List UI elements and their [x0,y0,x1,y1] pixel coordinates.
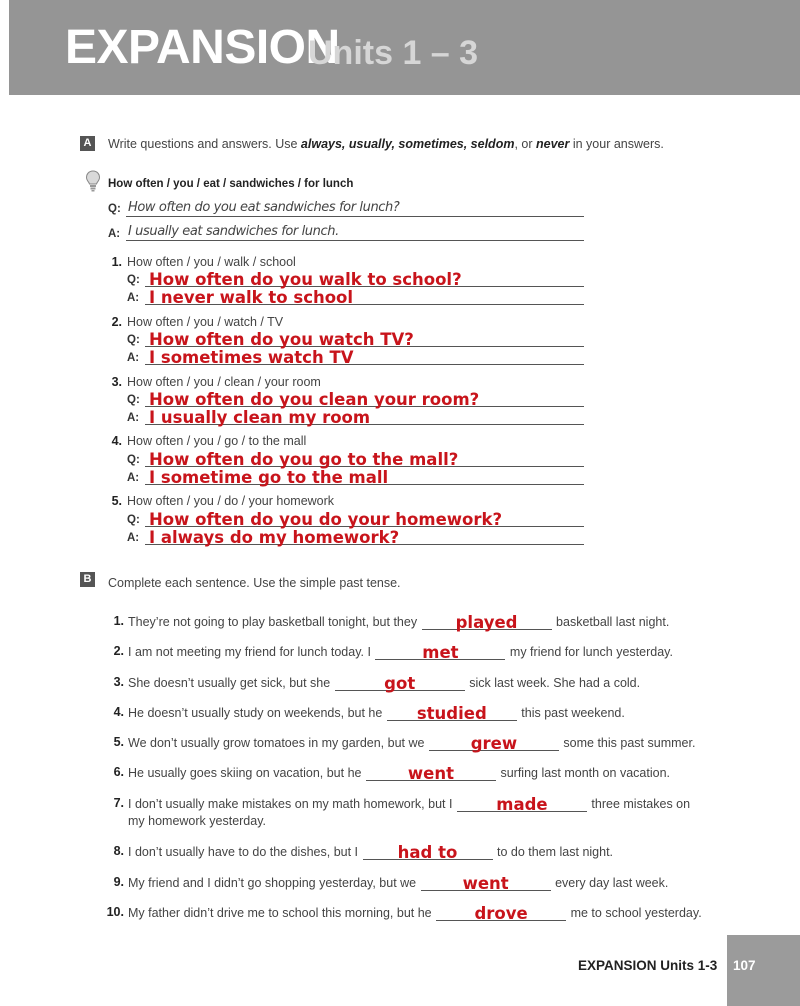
a-label: A: [127,352,140,364]
example-question-line [126,198,584,217]
question-line[interactable] [145,268,584,287]
item-number: 5. [111,494,122,508]
example-prompt: How often / you / eat / sandwiches / for lunch [108,178,354,190]
question-answer-text: How often do you go to the mall? [149,450,459,469]
blank-answer: made [496,795,548,814]
answer-line[interactable] [145,526,584,545]
answer-blank[interactable] [429,734,559,751]
answer-text: I never walk to school [149,288,354,307]
item-number: 2. [111,315,122,329]
q-label: Q: [127,334,140,346]
sentence-row: 6. He usually goes skiing on vacation, but he went surfing last month on vacation. [113,764,670,783]
lightbulb-icon [85,170,101,192]
question-answer-text: How often do you clean your room? [149,390,480,409]
blank-answer: got [384,674,416,693]
question-line[interactable] [145,508,584,527]
answer-blank[interactable] [422,613,552,630]
sentence-row: 1. They’re not going to play basketball tonight, but they played basketball last night. [113,613,670,632]
answer-text: I always do my homework? [149,528,400,547]
answer-blank[interactable] [436,904,566,921]
item-number: 3. [111,375,122,389]
blank-answer: studied [416,704,487,723]
example-answer: I usually eat sandwiches for lunch. [128,224,339,239]
blank-answer: drove [474,904,528,923]
question-answer-text: How often do you do your homework? [149,510,503,529]
sentence-row: 8. I don’t usually have to do the dishes, but I had to to do them last night. [113,843,614,862]
section-a-badge: A [80,136,95,151]
blank-answer: played [455,613,518,632]
answer-line[interactable] [145,466,584,485]
answer-blank[interactable] [375,643,505,660]
sentence-row: 5. We don’t usually grow tomatoes in my garden, but we grew some this past summer. [113,734,696,753]
blank-answer: went [462,874,509,893]
a-label: A: [127,292,140,304]
answer-line[interactable] [145,406,584,425]
item-prompt: How often / you / do / your homework [127,494,335,508]
q-label: Q: [127,514,140,526]
answer-text: I usually clean my room [149,408,371,427]
answer-blank[interactable] [335,674,465,691]
answer-blank[interactable] [366,764,496,781]
answer-blank[interactable] [457,795,587,812]
a-label: A: [127,532,140,544]
answer-line[interactable] [145,346,584,365]
question-line[interactable] [145,388,584,407]
example-q-label: Q: [108,203,121,215]
answer-blank[interactable] [387,704,517,721]
q-label: Q: [127,454,140,466]
page-number: 107 [733,958,756,973]
question-answer-text: How often do you watch TV? [149,330,414,349]
item-number: 4. [111,434,122,448]
answer-blank[interactable] [421,874,551,891]
answer-line[interactable] [145,286,584,305]
question-line[interactable] [145,448,584,467]
item-prompt: How often / you / clean / your room [127,375,321,389]
answer-text: I sometimes watch TV [149,348,354,367]
example-a-label: A: [108,228,121,240]
example-answer-line [126,222,584,241]
section-b-instruction: Complete each sentence. Use the simple past tense. [108,576,401,590]
a-label: A: [127,472,140,484]
q-label: Q: [127,274,140,286]
page-subtitle: Units 1 – 3 [308,34,479,72]
item-prompt: How often / you / go / to the mall [127,434,307,448]
footer-label: EXPANSION Units 1-3 [578,958,718,973]
sentence-row: 4. He doesn’t usually study on weekends, but he studied this past weekend. [113,704,625,723]
sentence-row: 3. She doesn’t usually get sick, but she got sick last week. She had a cold. [113,674,641,693]
section-a-instruction: Write questions and answers. Use always, usually, sometimes, seldom, or never in your answers. [108,137,664,151]
item-prompt: How often / you / watch / TV [127,315,284,329]
example-question: How often do you eat sandwiches for lunch? [128,200,400,215]
blank-answer: went [407,764,454,783]
a-label: A: [127,412,140,424]
page-title: EXPANSION [65,21,340,74]
sentence-row: 10. My father didn’t drive me to school this morning, but he drove me to school yesterday. [106,904,702,923]
item-prompt: How often / you / walk / school [127,255,296,269]
blank-answer: met [422,643,459,662]
question-answer-text: How often do you walk to school? [149,270,462,289]
answer-text: I sometime go to the mall [149,468,389,487]
blank-answer: had to [397,843,458,862]
item-number: 1. [111,255,122,269]
blank-answer: grew [470,734,518,753]
section-b-badge: B [80,572,95,587]
sentence-row: 2. I am not meeting my friend for lunch today. I met my friend for lunch yesterday. [113,643,673,662]
answer-blank[interactable] [363,843,493,860]
sentence-continuation: my homework yesterday. [128,814,267,828]
sentence-row: 9. My friend and I didn’t go shopping yesterday, but we went every day last week. [113,874,669,893]
q-label: Q: [127,394,140,406]
sentence-row: 7. I don’t usually make mistakes on my math homework, but I made three mistakes on [113,795,691,814]
question-line[interactable] [145,328,584,347]
